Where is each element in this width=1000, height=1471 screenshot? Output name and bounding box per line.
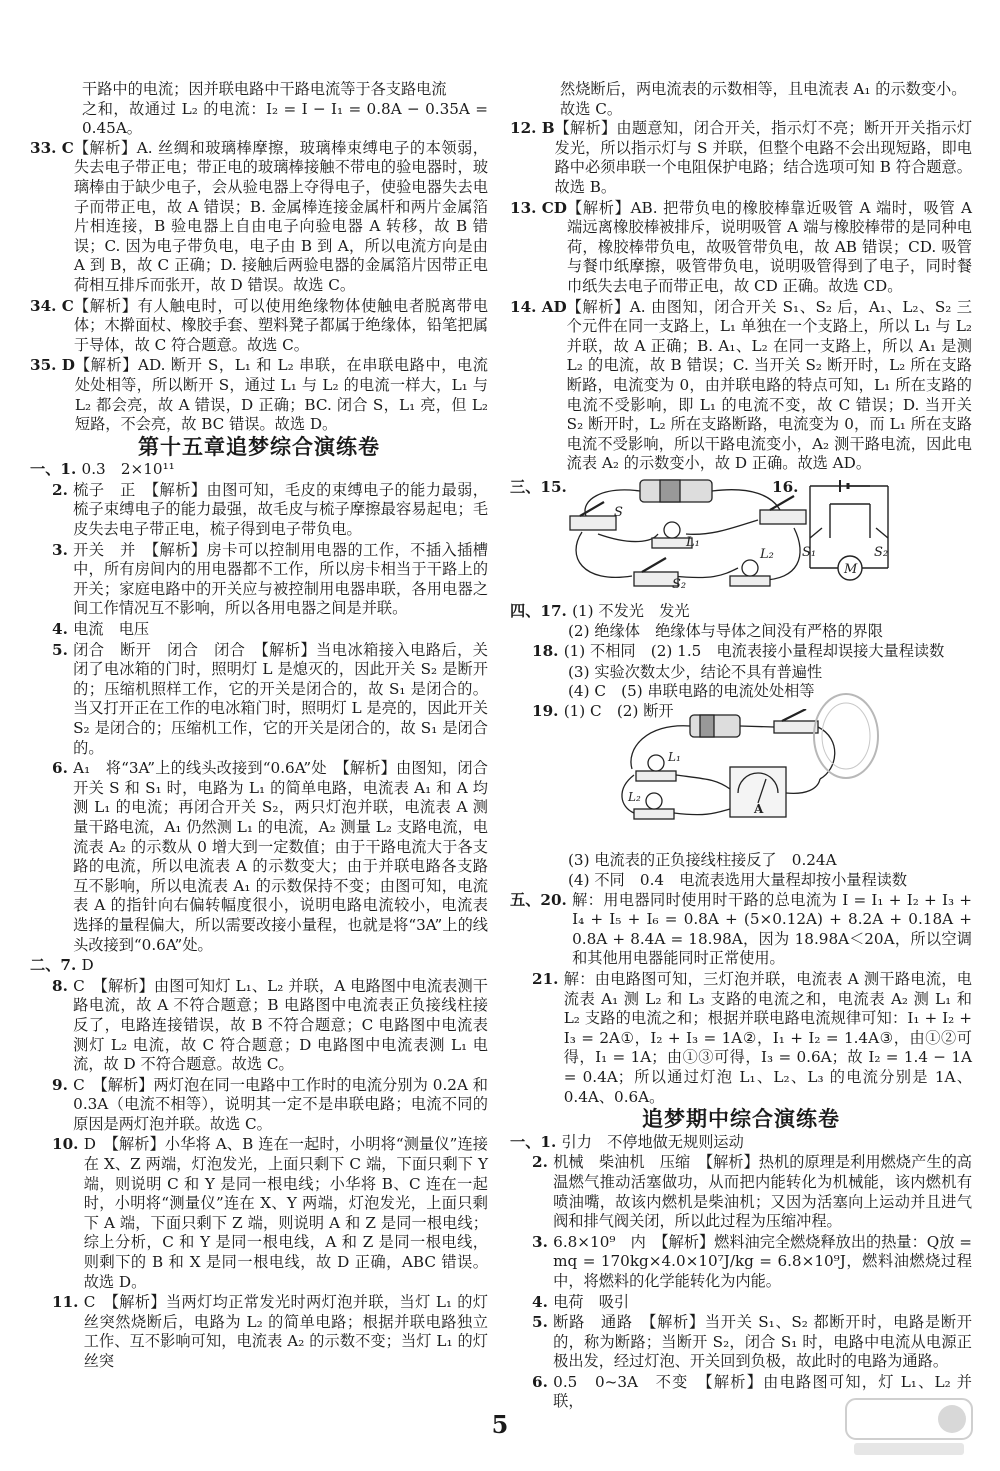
answer-number: 14. AD <box>510 297 567 316</box>
section-title: 追梦期中综合演练卷 <box>642 1106 840 1132</box>
answer-number: 四、17. <box>510 601 573 620</box>
answer-text: 解：由电路图可知，三灯泡并联，电流表 A 测干路电流，电流表 A₁ 测 L₂ 和 L₃ 支路的电流之和，电流表 A₂ 测 L₁ 和 L₂ 支路的电流之和；根据并联电路电流规律可知：I₁ + I₂ + I₃ = 2A①，I₂ + I₃ = 1A②，I₁ + I₂ = 1.4A③，由①②可得，I₁ = 1A；由①③可得，I₃ = 0.6A；故 I₂ = 1.4 − 1A = 0.4A；所以通过灯泡 L₁、L₂、L₃ 的电流分别是 1A、0.4A、0.6A。 <box>563 970 977 1106</box>
answer-number: 4. <box>532 1292 554 1311</box>
answer-list <box>30 138 493 435</box>
answer-number: 6. <box>532 1372 554 1391</box>
label-L1: L₁ <box>686 534 700 550</box>
continued-line: 之和，故通过 L₂ 的电流：I₂ = I − I₁ = 0.8A − 0.35A = 0.45A。 <box>82 99 493 138</box>
answer-text: 开关 并 【解析】房卡可以控制用电器的工作，不插入插槽中，所有房间内的用电器都不工作，所以房卡相当于干路上的开关；家庭电路中的开关应与被控制用电器串联，各用电器之间工作情况互不影响，所以各用电器之间是并联。 <box>73 540 488 618</box>
answer-number: 五、20. <box>510 890 573 909</box>
answer-number: 18. <box>532 642 564 661</box>
answer-item <box>510 1153 972 1231</box>
chapter-title: 第十五章追梦综合演练卷 <box>138 433 380 459</box>
answer-number: 5. <box>532 1313 554 1332</box>
answer-text: 解：用电器同时使用时干路的总电流为 I = I₁ + I₂ + I₃ + I₄ + I₅ + I₆ = 0.8A + (5×0.12A) + 8.2A + 0.18A + 0.8A + 8.4A = 18.98A，因为 18.98A＜20A，所以空调和其他用电器能同时正常使用。 <box>572 890 977 968</box>
label-S1: S₁ <box>802 544 817 560</box>
answer-text: (1) C (2) 断开 <box>563 701 674 720</box>
left-column <box>30 80 493 1373</box>
circuit-figure-19 <box>510 723 972 845</box>
label-L2: L₂ <box>628 790 641 805</box>
answer-text: (1) 不相同 (2) 1.5 电流表接小量程却误接大量程读数 <box>563 642 945 661</box>
answer-item <box>510 198 977 297</box>
sub-answer: (3) 电流表的正负接线柱接反了 0.24A <box>568 851 837 870</box>
answer-item <box>30 460 488 480</box>
answer-item <box>30 541 488 619</box>
answer-number: 2. <box>532 1153 554 1172</box>
answer-text: 闭合 断开 闭合 闭合 【解析】当电冰箱接入电路后，关闭了电冰箱的门时，照明灯 L 是熄灭的，因此开关 S₂ 是断开的；压缩机照样工作，它的开关是闭合的，故 S₁ 是闭合的。当又打开正在工作的电冰箱门时，照明灯 L 是亮的，因此开关 S₂ 是闭合的；压缩机工作，它的开关是闭合的，故 S₁ 是闭合的。 <box>73 640 493 757</box>
sub-answer: (2) 绝缘体 绝缘体与导体之间没有严格的界限 <box>568 622 883 641</box>
answer-text: 梳子 正 【解析】由图可知，毛皮的束缚电子的能力最弱，梳子束缚电子的能力最强，故毛皮与梳子摩擦最容易起电；毛皮失去电子带正电，梳子得到电子带负电。 <box>73 480 488 539</box>
answer-text: C 【解析】两灯泡在同一电路中工作时的电流分别为 0.2A 和 0.3A（电流不相等），说明其一定不是串联电路；电流不同的原因是两灯泡并联。故选 C。 <box>73 1075 493 1133</box>
answer-number: 一、1. <box>510 1132 562 1151</box>
answer-list <box>510 119 977 474</box>
stamp-seal-icon <box>810 690 882 782</box>
answer-text: 【解析】AB. 把带负电的橡胶棒靠近吸管 A 端时，吸管 A 端远离橡胶棒被排斥，说明吸管 A 端与橡胶棒带的是同种电荷，橡胶棒带负电，故吸管带负电，故 AB 错误；CD. 吸管与餐巾纸摩擦，吸管带负电，说明吸管得到了电子，同时餐巾纸失去电子而带正电，故 CD 正确。故选 CD。 <box>566 198 977 295</box>
answer-number: 8. <box>52 976 74 995</box>
answer-number: 35. D <box>30 356 75 375</box>
answer-text: 0.3 2×10¹¹ <box>81 460 175 479</box>
answer-item <box>30 1075 493 1135</box>
answer-number: 21. <box>532 970 564 988</box>
answer-list <box>30 460 493 1371</box>
answer-number: 5. <box>52 640 74 659</box>
answer-text: 断路 通路 【解析】当开关 S₁、S₂ 都断开时，电路是断开的，称为断路；当断开 S₂，闭合 S₁ 时，电路中电流从电源正极出发，经过灯泡、开关回到负极，故此时的电路为通路。 <box>553 1313 972 1371</box>
answer-item <box>510 1313 972 1372</box>
answer-item <box>30 138 493 296</box>
answer-item <box>510 1133 972 1153</box>
answer-list <box>510 1132 977 1412</box>
continued-line: 然烧断后，两电流表的示数相等，且电流表 A₁ 的示数变小。 <box>560 80 967 98</box>
answer-text: 【解析】A. 丝绸和玻璃棒摩擦，玻璃棒束缚电子的本领弱，失去电子带正电；带正电的玻璃棒接触不带电的验电器时，玻璃棒由于缺少电子，会从验电器上夺得电子，使验电器失去电子而带正电，故 A 错误；B. 金属棒连接金属杆和两片金属箔片相连接，B 验电器上自由电子向验电器 A 转移，故 B 错误；C. 因为电子带负电，电子由 B 到 A，所以电流方向是由 A 到 B，故 C 正确；D. 接触后两验电器的金属箔片因带正电荷相互排斥而张开，故 D 错误。故选 C。 <box>73 138 493 294</box>
label-L2: L₂ <box>760 546 774 562</box>
answer-number: 10. <box>52 1135 84 1154</box>
answer-text: C 【解析】由图可知灯 L₁、L₂ 并联，A 电路图中电流表测干路电流，故 A 不符合题意；B 电路图中电流表正负接线柱接反了，电路连接错误，故 B 不符合题意；C 电路图中电流表测灯 L₂ 电流，故 C 符合题意；D 电路图中电流表测 L₁ 电流，故 D 不符合题意。故选 C。 <box>73 976 488 1074</box>
answer-number: 12. B <box>510 119 555 138</box>
answer-number: 3. <box>532 1232 554 1251</box>
answer-item <box>510 297 977 474</box>
figure-label: 16. <box>772 477 799 496</box>
continued-line: 故选 C。 <box>560 99 623 118</box>
label-S: S <box>614 504 623 520</box>
sub-answer: (4) C (5) 串联电路的电流处处相等 <box>568 682 815 701</box>
answer-text: 【解析】由题意知，闭合开关，指示灯不亮；断开开关指示灯发光，所以指示灯与 S 并联，但整个电路不会出现短路，即电路中必须串联一个电阻保护电路；结合选项可知 B 符合题意。故选 B。 <box>554 119 972 196</box>
answer-number: 13. CD <box>510 198 567 217</box>
answer-number: 4. <box>52 620 74 639</box>
answer-text: 电荷 吸引 <box>553 1292 630 1311</box>
answer-item <box>510 119 972 197</box>
page-number: 5 <box>491 1410 509 1439</box>
circuit-figures-15-16 <box>510 476 972 596</box>
answer-item <box>30 356 493 434</box>
answer-item <box>30 759 488 955</box>
answer-text: A₁ 将“3A”上的线头改接到“0.6A”处 【解析】由图知，闭合开关 S 和 S₁ 时，电路为 L₁ 的简单电路，电流表 A₁ 和 A 均测 L₁ 的电流；再闭合开关 S₂，两只灯泡并联，电流表 A 测量干路电流，A₁ 仍然测 L₁ 的电流，A₂ 测量 L₂ 支路电流，电流表 A₂ 的示数从 0 增大到一定数值；由于干路电流大于各支路的电流，所以电流表 A 的示数变大；由于并联电路各支路互不影响，所以电流表 A₁ 的示数保持不变；由图可知，电流表 A 的指针向右偏转幅度很小，说明电路电流较小，电流表选择的量程偏大，所以需要改接小量程，也就是将“3A”上的线头改接到“0.6A”处。 <box>73 759 488 954</box>
answer-number: 33. C <box>30 138 74 157</box>
answer-number: 6. <box>52 759 74 778</box>
answer-item <box>30 1293 488 1371</box>
answer-number: 3. <box>52 540 74 559</box>
answer-item <box>30 297 488 356</box>
answer-text: D <box>81 956 94 975</box>
answer-number: 11. <box>52 1293 84 1312</box>
answer-list <box>510 602 972 622</box>
label-S2-b: S₂ <box>874 544 889 560</box>
answer-list <box>510 890 977 1108</box>
answer-text: (1) 不发光 发光 <box>572 601 690 620</box>
label-ammeter: A <box>754 802 764 817</box>
answer-item <box>510 642 972 662</box>
answer-text: 0.5 0~3A 不变 【解析】由电路图可知，灯 L₁、L₂ 并联， <box>553 1372 972 1411</box>
continued-line: 干路中的电流；因并联电路中干路电流等于各支路电流 <box>82 80 447 98</box>
answer-text: 【解析】AD. 断开 S，L₁ 和 L₂ 串联，在串联电路中，电流处处相等，所以断开 S，通过 L₁ 与 L₂ 的电流一样大，L₁ 与 L₂ 都会亮，故 A 错误，D 正确；BC. 闭合 S，L₁ 亮，但 L₂ 短路，不会亮，故 BC 错误。故选 D。 <box>74 356 493 434</box>
answer-item <box>510 890 977 969</box>
answer-item <box>510 1293 972 1313</box>
answer-number: 二、7. <box>30 956 82 975</box>
answer-item <box>30 481 488 540</box>
answer-text: 6.8×10⁹ 内 【解析】燃料油完全燃烧释放出的热量：Q放 = mq = 170kg×4.0×10⁷J/kg = 6.8×10⁹J，燃料油燃烧过程中，将燃料的化学能转化为内能。 <box>553 1232 977 1290</box>
sub-answer: (4) 不同 0.4 电流表选用大量程却按小量程读数 <box>568 871 908 890</box>
answer-item <box>30 620 488 640</box>
answer-item <box>30 640 493 759</box>
answer-number: 34. C <box>30 296 74 315</box>
answer-text: C 【解析】当两灯均正常发光时两灯泡并联，当灯 L₁ 的灯丝突然烧断后，电路为 L₂ 的简单电路；根据并联电路独立工作、互不影响可知，电流表 A₂ 的示数不变；当灯 L₁ 的灯丝突 <box>83 1293 488 1370</box>
answer-text: 电流 电压 <box>73 620 150 639</box>
answer-item <box>30 956 488 976</box>
answer-item <box>510 602 972 622</box>
answer-item <box>510 970 977 1107</box>
right-column <box>510 80 977 1413</box>
answer-item <box>30 977 488 1075</box>
answer-number: 2. <box>52 480 74 499</box>
sub-answer: (3) 实验次数太少，结论不具有普遍性 <box>568 662 823 681</box>
answer-item <box>510 1232 977 1292</box>
label-L1: L₁ <box>668 750 681 765</box>
answer-text: 引力 不停地做无规则运动 <box>561 1132 744 1151</box>
label-M: M <box>844 561 858 577</box>
figure-label: 三、15. <box>510 477 567 496</box>
label-S2: S₂ <box>672 576 687 592</box>
answer-text: D 【解析】小华将 A、B 连在一起时，小明将“测量仪”连接在 X、Z 两端，灯泡发光，上面只剩下 C 端，下面只剩下 Y 端，则说明 C 和 Y 是同一根电线；小华将 B、C 连在一起时，小明将“测量仪”连在 X、Y 两端，灯泡发光，上面只剩下 A 端，下面只剩下 Z 端，则说明 A 和 Z 是同一根电线；综上分析，C 和 Y 是同一根电线，A 和 Z 是同一根电线，则剩下的 B 和 X 是同一根电线，故 D 正确，ABC 错误。故选 D。 <box>83 1135 493 1291</box>
answer-number: 19. <box>532 701 564 720</box>
answer-text: 【解析】A. 由图知，闭合开关 S₁、S₂ 后，A₁、L₂、S₂ 三个元件在同一支路上，L₁ 单独在一个支路上，所以 L₁ 与 L₂ 并联，故 A 正确；B. A₁、L₂ 在同一支路上，所以 A₁ 是测 L₂ 的电流，故 B 错误；C. 当开关 S₂ 断开时，L₂ 所在支路断路，电流变为 0，由并联电路的特点可知，L₁ 所在支路的电流不受影响，即 L₁ 的电流不变，故 C 错误；D. 当开关 S₂ 断开时，L₂ 所在支路断路，电流变为 0，而 L₁ 所在支路电流不受影响，所以干路电流变小，A₂ 测干路电流，因此电流表 A₂ 的示数变小，故 D 正确。故选 AD。 <box>566 297 977 473</box>
watermark-logo-icon <box>844 1397 974 1459</box>
answer-number: 9. <box>52 1075 74 1094</box>
answer-item <box>30 1135 493 1292</box>
answer-number: 一、1. <box>30 460 82 479</box>
answer-text: 机械 柴油机 压缩 【解析】热机的原理是利用燃烧产生的高温燃气推动活塞做功，从而把内能转化为机械能，该内燃机有喷油嘴，故该内燃机是柴油机；又因为活塞向上运动并且进气阀和排气阀关闭，所以此过程为压缩冲程。 <box>553 1153 972 1231</box>
answer-text: 【解析】有人触电时，可以使用绝缘物体使触电者脱离带电体；木擀面杖、橡胶手套、塑料凳子都属于绝缘体，铅笔把属于导体，故 C 符合题意。故选 C。 <box>73 296 488 354</box>
circuit-diagram-16 <box>800 478 900 584</box>
